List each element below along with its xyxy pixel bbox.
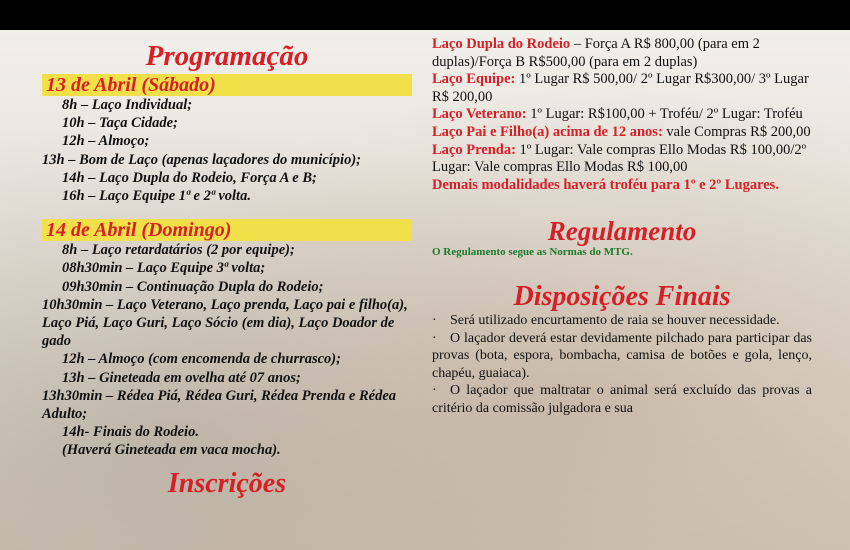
- schedule-item: 8h – Laço retardatários (2 por equipe);: [62, 242, 295, 259]
- schedule-item: 8h – Laço Individual;: [62, 97, 193, 113]
- disposicao-text: Será utilizado encurtamento de raia se houver necessidade.: [450, 313, 780, 329]
- prizes-column: [432, 36, 812, 417]
- trophy-note: Demais modalidades haverá troféu para 1º e 2º Lugares.: [432, 176, 779, 193]
- schedule-column: [42, 40, 412, 500]
- day2-schedule: [42, 241, 412, 459]
- regulamento-title: Regulamento: [547, 216, 697, 247]
- prize-equipe: [432, 71, 812, 106]
- disposicao-item: [432, 382, 812, 417]
- disposicao-item: [432, 330, 812, 383]
- disposicao-text: O laçador que maltratar o animal será excluído das provas a critério da comissão julgadora e sua: [432, 383, 812, 416]
- bullet-icon: ·: [432, 313, 437, 329]
- schedule-item: 09h30min – Continuação Dupla do Rodeio;: [62, 278, 324, 295]
- day1-schedule: [42, 96, 412, 205]
- disposicao-text: O laçador deverá estar devidamente pilchado para participar das provas (bota, espora, bombacha, camisa de botões e gola, lenço, chapéu, guaiaca).: [432, 330, 812, 381]
- prize-label: Laço Pai e Filho(a) acima de 12 anos:: [432, 123, 663, 140]
- prize-text: 1º Lugar R$ 500,00/ 2º Lugar R$300,00/ 3º Lugar R$ 200,00: [432, 71, 809, 105]
- schedule-item: 10h30min – Laço Veterano, Laço prenda, Laço pai e filho(a), Laço Piá, Laço Guri, Laço Sócio (em dia), Laço Doador de gado: [42, 296, 408, 350]
- prize-text: 1º Lugar: R$100,00 + Troféu/ 2º Lugar: Troféu: [526, 106, 803, 123]
- prize-text: 1º Lugar: Vale compras Ello Modas R$ 100,00/2º Lugar: Vale compras Ello Modas R$ 100,00: [432, 141, 807, 176]
- prize-label: Laço Veterano:: [432, 106, 527, 123]
- schedule-item: 16h – Laço Equipe 1ª e 2ª volta.: [62, 188, 251, 205]
- schedule-item: 12h – Almoço;: [62, 133, 150, 150]
- poster-page: [0, 30, 850, 550]
- regulamento-text: O Regulamento segue as Normas do MTG.: [432, 246, 633, 259]
- disposicao-item: [432, 312, 812, 330]
- prize-label: Laço Prenda:: [432, 141, 516, 158]
- schedule-item: 14h- Finais do Rodeio.: [62, 424, 199, 441]
- prize-prenda: [432, 142, 812, 177]
- prize-dupla: [432, 36, 812, 71]
- schedule-item: 13h – Gineteada em ovelha até 07 anos;: [62, 369, 301, 386]
- prize-pai-filho: [432, 124, 812, 142]
- inscricoes-title: Inscrições: [167, 467, 287, 499]
- schedule-item: 12h – Almoço (com encomenda de churrasco);: [62, 351, 341, 368]
- day1-date: 13 de Abril (Sábado): [42, 74, 412, 96]
- disposicoes-title: [432, 282, 812, 312]
- prize-veterano: [432, 106, 812, 124]
- prize-text: vale Compras R$ 200,00: [662, 123, 811, 140]
- programacao-title: Programação: [145, 40, 309, 72]
- schedule-item: 13h30min – Rédea Piá, Rédea Guri, Rédea Prenda e Rédea Adulto;: [42, 387, 397, 423]
- day2-date: 14 de Abril (Domingo): [42, 219, 412, 241]
- bullet-icon: ·: [432, 330, 437, 346]
- prize-text: – Força A R$ 800,00 (para em 2 duplas)/Força B R$500,00 (para em 2 duplas): [432, 36, 760, 70]
- schedule-item: 13h – Bom de Laço (apenas laçadores do município);: [42, 151, 361, 168]
- schedule-item: 14h – Laço Dupla do Rodeio, Força A e B;: [62, 169, 317, 186]
- prize-label: Laço Equipe:: [432, 71, 516, 88]
- schedule-item: (Haverá Gineteada em vaca mocha).: [62, 442, 281, 459]
- schedule-item: 08h30min – Laço Equipe 3ª volta;: [62, 260, 266, 277]
- prize-label: Laço Dupla do Rodeio: [432, 36, 571, 52]
- disposicoes-title-text: Disposições Finais: [513, 281, 731, 313]
- bullet-icon: ·: [432, 383, 437, 399]
- schedule-item: 10h – Taça Cidade;: [62, 115, 178, 132]
